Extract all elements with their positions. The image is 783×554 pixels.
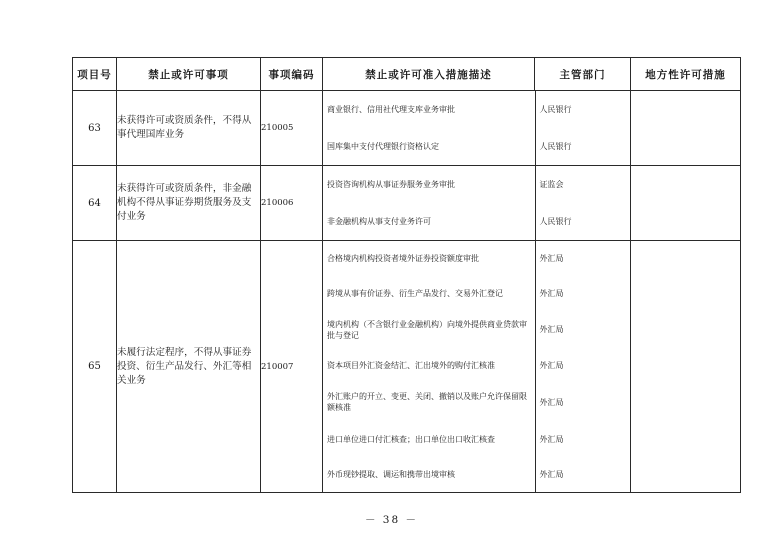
row-local-measures (631, 166, 741, 241)
measure-desc: 投资咨询机构从事证券服务业务审批 (327, 180, 455, 189)
row-number: 64 (73, 166, 117, 241)
measure-row (323, 166, 631, 203)
measure-desc: 跨境从事有价证券、衍生产品发行、交易外汇登记 (327, 289, 503, 298)
measure-row (323, 422, 631, 457)
measure-row (323, 203, 631, 240)
row-local-measures (631, 241, 741, 493)
measure-row (323, 457, 631, 492)
header-code: 事项编码 (261, 58, 323, 91)
measure-dept: 外汇局 (535, 457, 631, 492)
catalog-table (72, 57, 741, 493)
row-measures (323, 91, 631, 166)
measure-dept: 外汇局 (535, 348, 631, 382)
header-dept: 主管部门 (535, 58, 631, 91)
measure-row (323, 382, 631, 422)
row-code: 210006 (261, 166, 323, 241)
row-item: 未获得许可或资质条件，非金融机构不得从事证券期货服务及支付业务 (117, 166, 261, 241)
header-local: 地方性许可措施 (631, 58, 741, 91)
measure-row (323, 311, 631, 348)
table-row (73, 166, 741, 241)
row-number: 65 (73, 241, 117, 493)
measure-desc: 进口单位进口付汇核查；出口单位出口收汇核查 (327, 435, 495, 444)
table-row (73, 241, 741, 493)
measure-row (323, 128, 631, 165)
measure-dept: 外汇局 (535, 241, 631, 276)
measure-desc: 资本项目外汇资金结汇、汇出境外的购付汇核准 (327, 360, 495, 370)
page-number: － 38 － (364, 514, 419, 526)
row-code: 210005 (261, 91, 323, 166)
measure-desc: 外汇账户的开立、变更、关闭、撤销以及账户允许保留限额核准 (327, 392, 527, 412)
measure-desc: 非金融机构从事支付业务许可 (327, 217, 431, 226)
measure-dept: 外汇局 (535, 311, 631, 348)
header-desc: 禁止或许可准入措施描述 (323, 58, 535, 91)
row-measures (323, 166, 631, 241)
table-row (73, 91, 741, 166)
measure-dept: 外汇局 (535, 422, 631, 457)
row-number: 63 (73, 91, 117, 166)
measure-row (323, 276, 631, 311)
measure-dept: 外汇局 (535, 382, 631, 422)
measure-dept: 人民银行 (535, 128, 631, 165)
measure-desc: 境内机构（不含银行业金融机构）向境外提供商业贷款审批与登记 (327, 319, 527, 340)
measure-dept: 外汇局 (535, 276, 631, 311)
header-row (73, 58, 741, 91)
row-code: 210007 (261, 241, 323, 493)
measure-desc: 商业银行、信用社代理支库业务审批 (327, 105, 455, 114)
measure-dept: 人民银行 (535, 91, 631, 128)
measure-dept: 人民银行 (535, 203, 631, 240)
header-no: 项目号 (73, 58, 117, 91)
row-local-measures (631, 91, 741, 166)
measure-dept: 证监会 (535, 166, 631, 203)
measure-row (323, 91, 631, 128)
measure-row (323, 241, 631, 276)
row-measures (323, 241, 631, 493)
measure-desc: 国库集中支付代理银行资格认定 (327, 142, 439, 151)
row-item: 未履行法定程序，不得从事证券投资、衍生产品发行、外汇等相关业务 (117, 241, 261, 493)
measure-desc: 外币现钞提取、调运和携带出境审核 (327, 470, 455, 479)
measure-row (323, 348, 631, 382)
row-item: 未获得许可或资质条件，不得从事代理国库业务 (117, 91, 261, 166)
measure-desc: 合格境内机构投资者境外证券投资额度审批 (327, 254, 479, 263)
header-item: 禁止或许可事项 (117, 58, 261, 91)
